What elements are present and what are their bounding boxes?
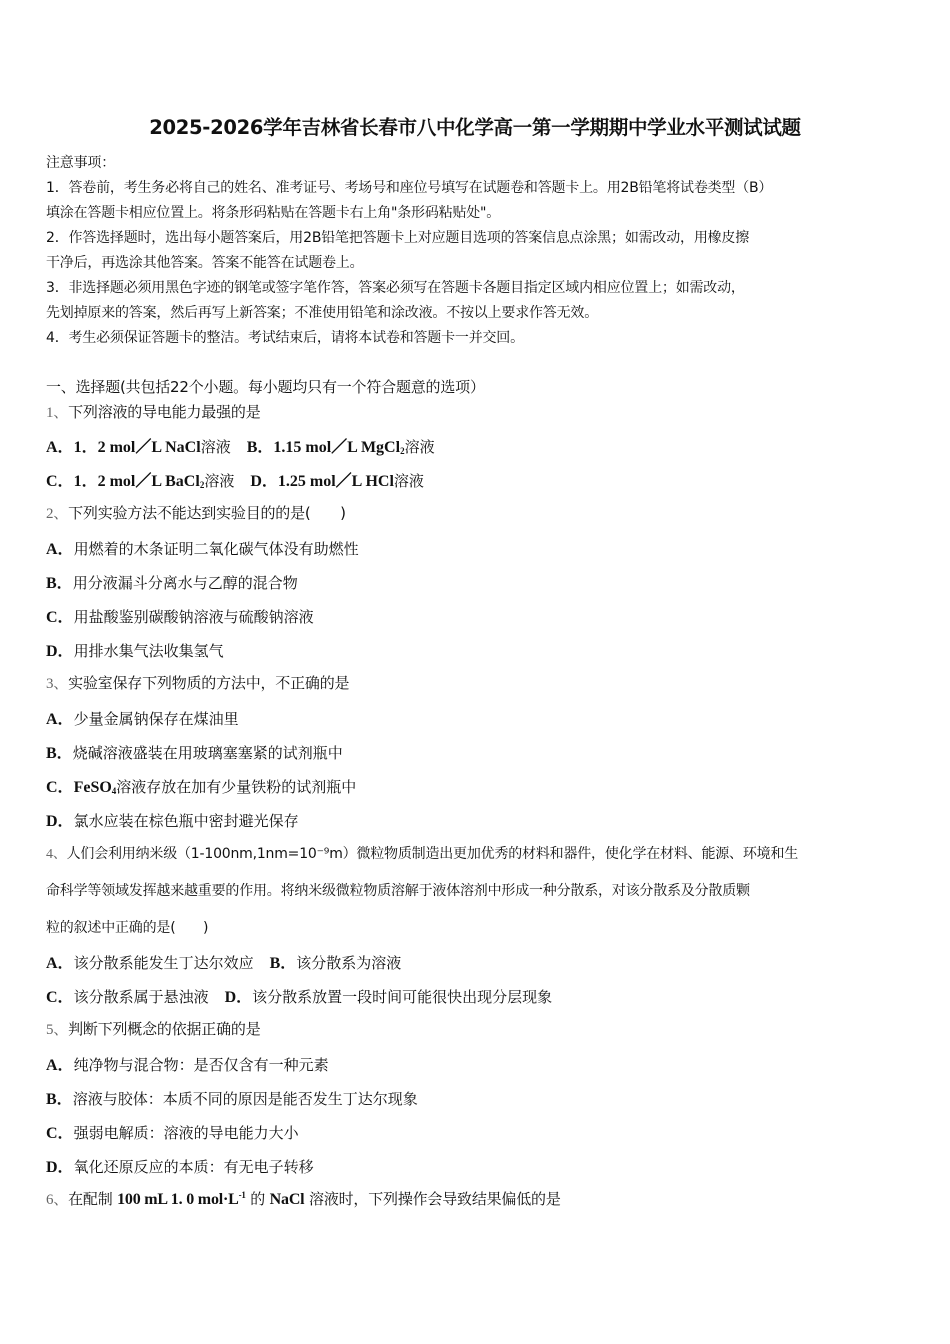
question-4-stem-cont: 命科学等领域发挥越来越重要的作用。将纳米级微粒物质溶解于液体溶剂中形成一种分散系，对该分散系及分散质颗	[46, 883, 750, 899]
question-3-stem: 3、实验室保存下列物质的方法中，不正确的是	[46, 674, 350, 692]
question-number: 4、	[46, 847, 67, 862]
notice-heading: 注意事项：	[46, 155, 115, 171]
option-a: A．纯净物与混合物：是否仅含有一种元素	[46, 1056, 329, 1074]
question-number: 3、	[46, 676, 69, 692]
option-a: A．用燃着的木条证明二氧化碳气体没有助燃性	[46, 540, 359, 558]
page-title: 2025-2026学年吉林省长春市八中化学高一第一学期期中学业水平测试试题	[149, 116, 801, 139]
option-d: D．氯水应装在棕色瓶中密封避光保存	[46, 812, 299, 830]
question-4-options-ab: A．该分散系能发生丁达尔效应 B．该分散系为溶液	[46, 954, 402, 972]
question-5-stem: 5、判断下列概念的依据正确的是	[46, 1020, 261, 1038]
option-c: C．FeSO$_4$溶液存放在加有少量铁粉的试剂瓶中	[46, 778, 357, 796]
notice-line: 2．作答选择题时，选出每小题答案后，用2B铅笔把答题卡上对应题目选项的答案信息点涂黑；如需改动，用橡皮擦	[46, 230, 750, 246]
question-4-stem-cont: 粒的叙述中正确的是( )	[46, 920, 209, 936]
option-d: D．用排水集气法收集氢气	[46, 642, 224, 660]
option-b: B．溶液与胶体：本质不同的原因是能否发生丁达尔现象	[46, 1090, 418, 1108]
question-2-stem: 2、下列实验方法不能达到实验目的的是( )	[46, 504, 346, 522]
question-number: 5、	[46, 1022, 69, 1038]
section-heading: 一、选择题(共包括22个小题。每小题均只有一个符合题意的选项）	[46, 378, 485, 396]
option-b: B．用分液漏斗分离水与乙醇的混合物	[46, 574, 298, 592]
question-number: 6、	[46, 1192, 69, 1208]
option-b: B．	[269, 955, 297, 972]
question-1-stem: 1、下列溶液的导电能力最强的是	[46, 403, 261, 421]
option-c: C．用盐酸鉴别碳酸钠溶液与硫酸钠溶液	[46, 608, 314, 626]
notice-line: 3．非选择题必须用黑色字迹的钢笔或签字笔作答，答案必须写在答题卡各题目指定区域内相应位置上；如需改动，	[46, 280, 745, 296]
question-6-stem: 6、在配制 100 mL 1. 0 $mol\cdot L^{-1}$ 的 NaCl 溶液时，下列操作会导致结果偏低的是	[46, 1190, 561, 1208]
option-d: D．	[250, 473, 278, 490]
notice-line: 干净后，再选涂其他答案。答案不能答在试题卷上。	[46, 255, 364, 271]
notice-line: 填涂在答题卡相应位置上。将条形码粘贴在答题卡右上角"条形码粘贴处"。	[46, 205, 501, 221]
option-d: D．	[224, 989, 253, 1006]
option-a: A．少量金属钠保存在煤油里	[46, 710, 239, 728]
option-a: A．	[46, 439, 74, 456]
question-number: 2、	[46, 506, 69, 522]
notice-line: 先划掉原来的答案，然后再写上新答案；不准使用铅笔和涂改液。不按以上要求作答无效。	[46, 305, 598, 321]
question-4-options-cd: C．该分散系属于悬浊液 D．该分散系放置一段时间可能很快出现分层现象	[46, 988, 553, 1006]
question-number: 1、	[46, 405, 69, 421]
option-c: C．	[46, 989, 74, 1006]
option-c: C．强弱电解质：溶液的导电能力大小	[46, 1124, 299, 1142]
notice-line: 4．考生必须保证答题卡的整洁。考试结束后，请将本试卷和答题卡一并交回。	[46, 330, 524, 346]
option-a: A．	[46, 955, 74, 972]
question-1-options-ab: A．1．2 mol／L NaCl溶液 B．1.15 mol／L MgCl$_2$溶液	[46, 438, 435, 456]
option-d: D．氧化还原反应的本质：有无电子转移	[46, 1158, 314, 1176]
option-c: C．	[46, 473, 74, 490]
question-4-stem: 4、人们会利用纳米级（1-100nm,1nm=10⁻⁹m）微粒物质制造出更加优秀的材料和器件，使化学在材料、能源、环境和生	[46, 846, 799, 862]
question-1-options-cd: C．1．2 mol／L BaCl$_2$溶液 D．1.25 mol／L HCl溶液	[46, 472, 424, 490]
notice-line: 1．答卷前，考生务必将自己的姓名、准考证号、考场号和座位号填写在试题卷和答题卡上。用2B铅笔将试卷类型（B）	[46, 180, 773, 196]
option-b: B．	[246, 439, 274, 456]
option-b: B．烧碱溶液盛装在用玻璃塞塞紧的试剂瓶中	[46, 744, 343, 762]
